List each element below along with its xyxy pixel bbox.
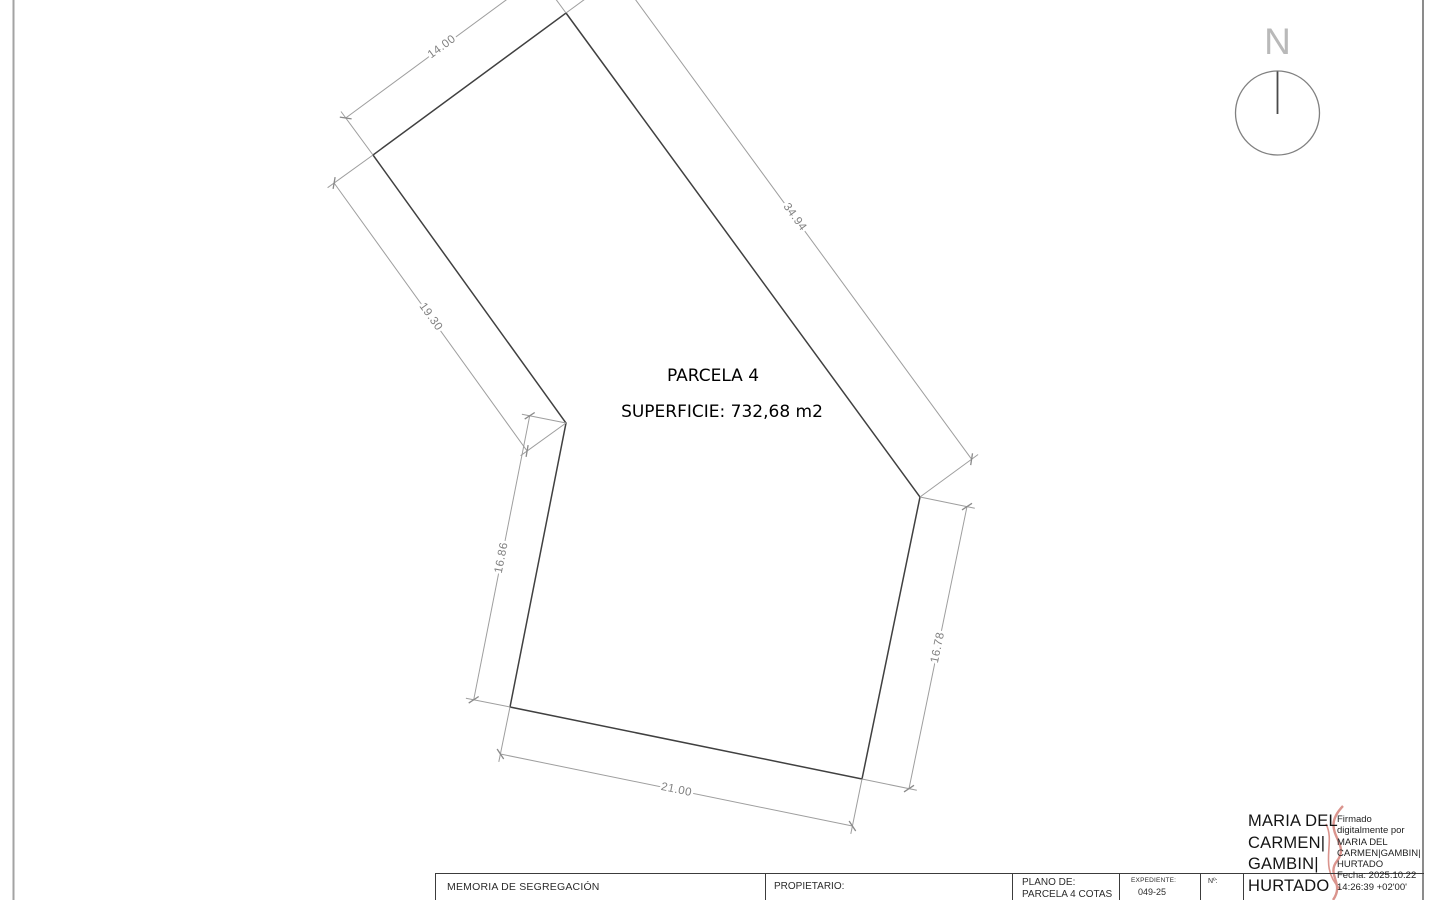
number-label: Nº: (1208, 878, 1218, 885)
signature-detail-line: MARIA DEL (1337, 836, 1388, 848)
file-value: 049-25 (1138, 887, 1167, 897)
signature-detail-line: HURTADO (1337, 859, 1384, 871)
title-block-number-cell (1201, 874, 1244, 900)
dimension-label-34: 34.94 (780, 201, 809, 234)
dimension-label-1686: 16.86 (492, 541, 511, 575)
signature-detail-line: Firmado (1337, 814, 1372, 825)
signature-name-line: HURTADO (1248, 877, 1330, 896)
dimension-label-1678: 16.78 (928, 631, 948, 665)
plan-label: PLANO DE: (1022, 877, 1076, 888)
signature-name-line: CARMEN| (1248, 833, 1326, 852)
parcel-outline (373, 13, 920, 779)
dimension-right-edge-upper (566, 0, 978, 497)
project-title: MEMORIA DE SEGREGACIÓN (447, 881, 600, 893)
dimension-left-edge-lower (466, 413, 566, 708)
signature-name-line: GAMBIN| (1248, 855, 1319, 874)
signature-name-line: MARIA DEL (1248, 812, 1338, 830)
north-label: N (1264, 21, 1291, 62)
dimension-label-19: 19.30 (416, 300, 445, 334)
signature-detail-line: 14:26:39 +02'00' (1337, 881, 1407, 893)
title-block-owner-cell (766, 874, 1013, 900)
dimension-label-21: 21.00 (659, 780, 693, 800)
dimension-bottom-edge (497, 707, 862, 834)
dimension-left-edge-upper (328, 155, 566, 457)
signature-detail-line: digitalmente por (1337, 825, 1405, 837)
file-label: EXPEDIENTE: (1131, 877, 1177, 884)
dimension-right-edge-lower (862, 497, 975, 792)
title-block-plan-cell (1013, 874, 1120, 900)
dimension-top-left-edge (340, 0, 566, 155)
title-block-project-cell (436, 874, 766, 900)
signature-details (1337, 814, 1432, 893)
dimension-label-14: 14.00 (425, 32, 459, 62)
title-block-file-cell (1120, 874, 1201, 900)
parcel-name-label: PARCELA 4 (666, 366, 760, 386)
owner-label: PROPIETARIO: (774, 881, 845, 892)
plan-value: PARCELA 4 COTAS (1022, 889, 1113, 900)
north-compass (1236, 21, 1320, 155)
signature-detail-line: CARMEN|GAMBIN| (1337, 847, 1421, 859)
parcel-area-label: SUPERFICIE: 732,68 m2 (621, 402, 823, 422)
signature-detail-line: Fecha: 2025.10.22 (1337, 870, 1417, 882)
